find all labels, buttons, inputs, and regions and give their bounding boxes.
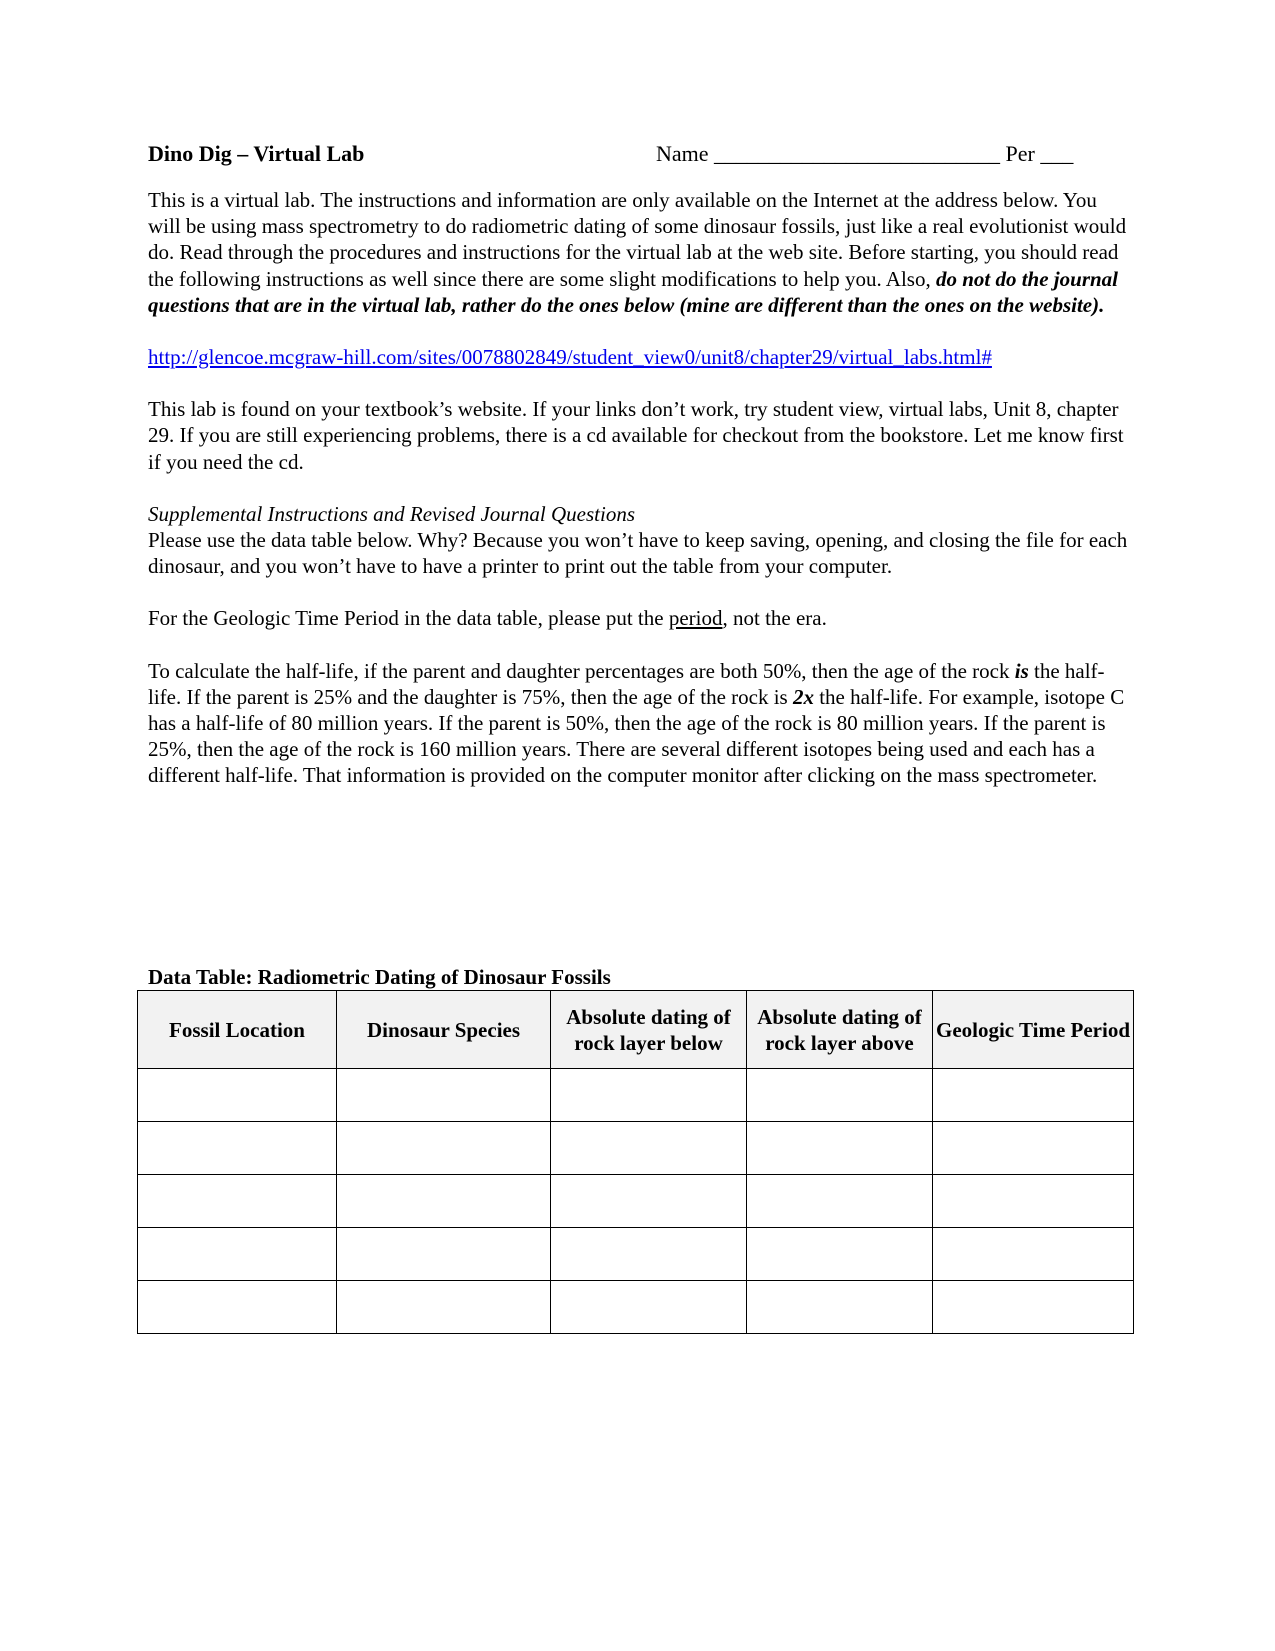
header <box>148 140 1128 184</box>
halflife-2x: 2x <box>792 684 814 709</box>
table-cell[interactable] <box>747 1175 933 1228</box>
period-paragraph <box>148 605 1128 631</box>
page-title: Dino Dig – Virtual Lab <box>148 141 365 166</box>
header-dinosaur-species: Dinosaur Species <box>337 991 551 1069</box>
period-after: , not the era. <box>722 606 827 631</box>
table-row <box>138 1281 1134 1334</box>
lab-link[interactable]: http://glencoe.mcgraw-hill.com/sites/0078802849/student_view0/unit8/chapter29/virtual_labs.html# <box>148 345 992 370</box>
header-dating-above: Absolute dating of rock layer above <box>747 991 933 1069</box>
table-row <box>138 1122 1134 1175</box>
table-cell[interactable] <box>747 1228 933 1281</box>
textbook-note: This lab is found on your textbook’s website. If your links don’t work, try student view, virtual labs, Unit 8, chapter 29. If you are still experiencing problems, there is a cd available for checkout from the bookstore. Let me know first if you need the cd. <box>148 397 1124 474</box>
table-cell[interactable] <box>138 1069 337 1122</box>
table-cell[interactable] <box>138 1175 337 1228</box>
table-row <box>138 1175 1134 1228</box>
table-cell[interactable] <box>337 1069 551 1122</box>
name-period-field: Name __________________________ Per ___ <box>656 141 1074 166</box>
header-fossil-location: Fossil Location <box>138 991 337 1069</box>
table-cell[interactable] <box>138 1122 337 1175</box>
intro-emphasis: do not do the journal questions that are in the virtual lab, rather do the ones below (mine are different than the ones on the website). <box>148 266 1119 317</box>
data-table <box>137 990 1134 1334</box>
table-cell[interactable] <box>138 1281 337 1334</box>
halflife-paragraph <box>148 658 1128 789</box>
halflife-part3: the half-life. For example, isotope C has a half-life of 80 million years. If the parent is 50%, then the age of the rock is 80 million years. If the parent is 25%, then the age of the rock is 160 million years. There are several different isotopes being used and each has a different half-life. That information is provided on the computer monitor after clicking on the mass spectrometer. <box>148 684 1125 788</box>
table-cell[interactable] <box>551 1228 747 1281</box>
table-cell[interactable] <box>337 1175 551 1228</box>
halflife-is: is <box>1014 658 1029 683</box>
intro-paragraph <box>148 187 1128 318</box>
table-cell[interactable] <box>337 1228 551 1281</box>
table-cell[interactable] <box>933 1069 1134 1122</box>
data-table-title: Data Table: Radiometric Dating of Dinosaur Fossils <box>148 965 611 989</box>
halflife-part2: the half-life. If the parent is 25% and the daughter is 75%, then the age of the rock is <box>148 658 1105 709</box>
table-header-row <box>138 991 1134 1069</box>
supplemental-title: Supplemental Instructions and Revised Journal Questions <box>148 501 636 526</box>
table-cell[interactable] <box>551 1122 747 1175</box>
table-row <box>138 1228 1134 1281</box>
intro-text: This is a virtual lab. The instructions and information are only available on the Internet at the address below. You will be using mass spectrometry to do radiometric dating of some dinosaur fossils, just like a real evolutionist would do. Read through the procedures and instructions for the virtual lab at the web site. Before starting, you should read the following instructions as well since there are some slight modifications to help you. Also, <box>148 188 1127 291</box>
table-cell[interactable] <box>551 1069 747 1122</box>
document-page <box>148 140 1128 789</box>
halflife-part1: To calculate the half-life, if the parent and daughter percentages are both 50%, then the age of the rock <box>148 658 1015 683</box>
table-cell[interactable] <box>138 1228 337 1281</box>
table-cell[interactable] <box>747 1281 933 1334</box>
table-cell[interactable] <box>933 1281 1134 1334</box>
table-cell[interactable] <box>933 1122 1134 1175</box>
table-cell[interactable] <box>747 1122 933 1175</box>
header-dating-below: Absolute dating of rock layer below <box>551 991 747 1069</box>
table-cell[interactable] <box>551 1175 747 1228</box>
header-geologic-period: Geologic Time Period <box>933 991 1134 1069</box>
table-cell[interactable] <box>933 1175 1134 1228</box>
supplemental-text: Please use the data table below. Why? Because you won’t have to keep saving, opening, and closing the file for each dinosaur, and you won’t have to have a printer to print out the table from your computer. <box>148 528 1128 579</box>
table-cell[interactable] <box>337 1281 551 1334</box>
table-row <box>138 1069 1134 1122</box>
period-underlined: period <box>668 606 723 631</box>
table-cell[interactable] <box>747 1069 933 1122</box>
table-cell[interactable] <box>337 1122 551 1175</box>
table-cell[interactable] <box>551 1281 747 1334</box>
period-before: For the Geologic Time Period in the data table, please put the <box>148 606 669 631</box>
table-cell[interactable] <box>933 1228 1134 1281</box>
